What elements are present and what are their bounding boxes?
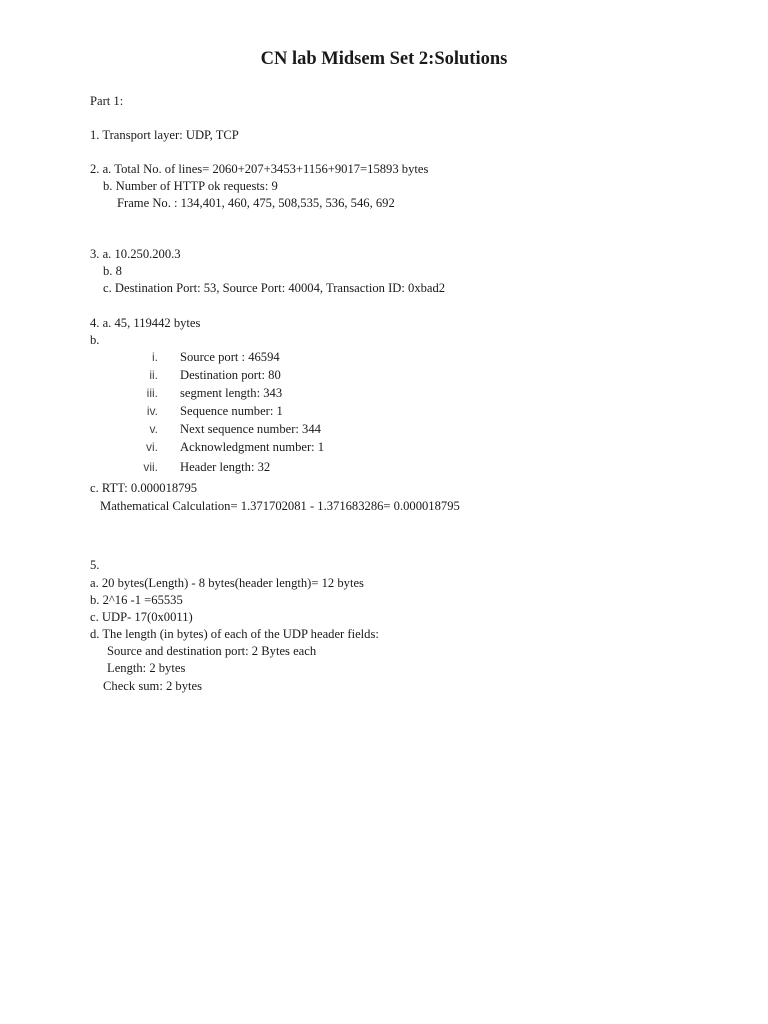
- list-item: segment length: 343: [180, 386, 283, 400]
- answer-2b: b. Number of HTTP ok requests: 9: [103, 179, 278, 193]
- answer-5c: c. UDP- 17(0x0011): [90, 610, 193, 624]
- answer-5d: d. The length (in bytes) of each of the UDP header fields:: [90, 627, 379, 641]
- answer-5a: a. 20 bytes(Length) - 8 bytes(header length)= 12 bytes: [90, 576, 364, 590]
- list-item-number: vii.: [143, 460, 158, 474]
- document-title: CN lab Midsem Set 2:Solutions: [260, 49, 508, 69]
- answer-5b: b. 2^16 -1 =65535: [90, 593, 183, 607]
- answer-5-heading: 5.: [90, 558, 100, 572]
- answer-3c: c. Destination Port: 53, Source Port: 40004, Transaction ID: 0xbad2: [103, 281, 446, 295]
- list-item: Header length: 32: [180, 460, 271, 474]
- answer-5d-checksum: Check sum: 2 bytes: [103, 679, 202, 693]
- answer-3a: 3. a. 10.250.200.3: [90, 247, 181, 261]
- part-heading: Part 1:: [90, 94, 124, 108]
- list-item: Destination port: 80: [180, 368, 281, 382]
- answer-4b: b.: [90, 333, 100, 347]
- answer-4a: 4. a. 45, 119442 bytes: [90, 316, 201, 330]
- list-item-number: vi.: [146, 440, 158, 454]
- answer-2b-frames: Frame No. : 134,401, 460, 475, 508,535, 536, 546, 692: [117, 196, 395, 210]
- answer-4c-calculation: Mathematical Calculation= 1.371702081 - 1.371683286= 0.000018795: [100, 499, 460, 513]
- answer-5d-ports: Source and destination port: 2 Bytes each: [107, 644, 317, 658]
- answer-4c: c. RTT: 0.000018795: [90, 481, 198, 495]
- list-item-number: iv.: [146, 404, 158, 418]
- answer-5d-length: Length: 2 bytes: [107, 661, 186, 675]
- answer-2a: 2. a. Total No. of lines= 2060+207+3453+1156+9017=15893 bytes: [90, 162, 429, 176]
- list-item: Sequence number: 1: [180, 404, 283, 418]
- answer-3b: b. 8: [103, 264, 122, 278]
- list-item: Next sequence number: 344: [180, 422, 321, 436]
- list-item-number: v.: [149, 422, 158, 436]
- list-item-number: ii.: [149, 368, 158, 382]
- answer-1: 1. Transport layer: UDP, TCP: [90, 128, 239, 142]
- list-item-number: i.: [152, 350, 158, 364]
- list-item-number: iii.: [146, 386, 158, 400]
- list-item: Source port : 46594: [180, 350, 280, 364]
- list-item: Acknowledgment number: 1: [180, 440, 325, 454]
